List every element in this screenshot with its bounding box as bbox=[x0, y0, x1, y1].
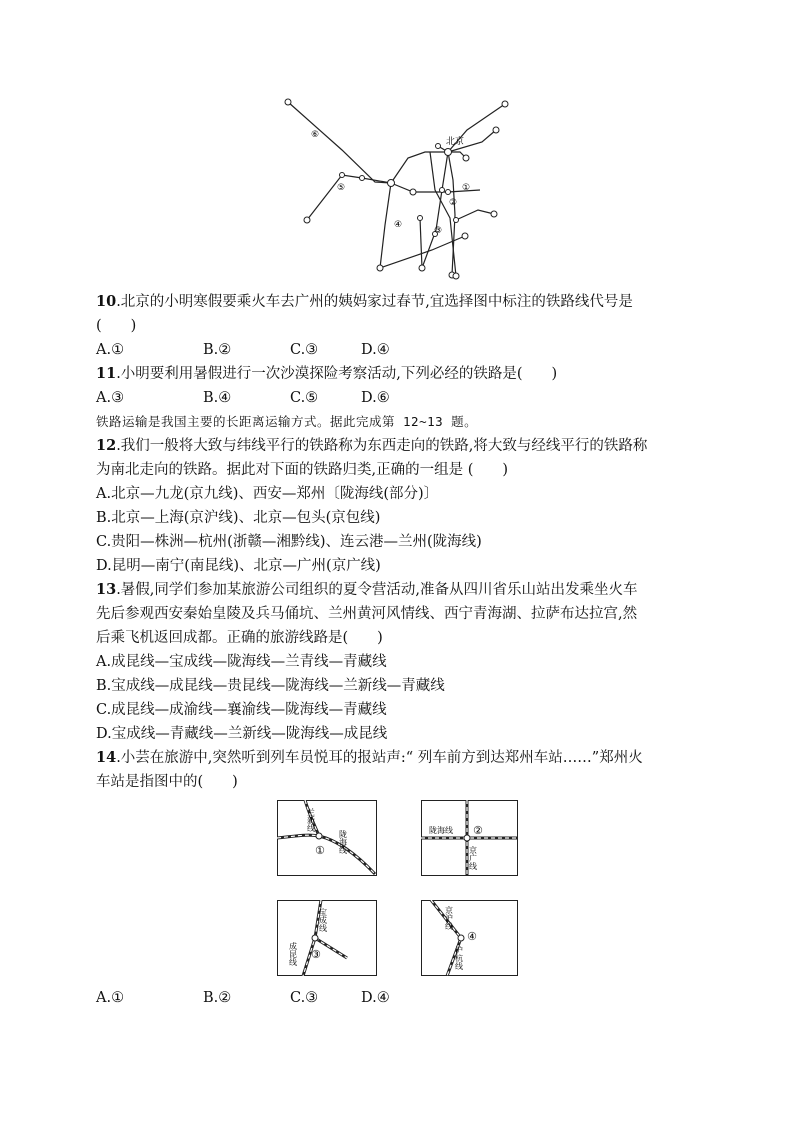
junction-diagram-1 bbox=[277, 800, 377, 876]
junction-number: ③ bbox=[311, 948, 321, 961]
question-text: .暑假,同学们参加某旅游公司组织的夏令营活动,准备从四川省乐山站出发乘坐火车 bbox=[116, 582, 638, 598]
question-text: .我们一般将大致与纬线平行的铁路称为东西走向的铁路,将大致与经线平行的铁路称 bbox=[116, 438, 648, 454]
option-a[interactable]: A.成昆线—宝成线—陇海线—兰青线—青藏线 bbox=[96, 654, 387, 670]
railway-map bbox=[270, 90, 530, 285]
option-c[interactable]: C.③ bbox=[290, 990, 319, 1006]
question-13-cont-2: 后乘飞机返回成都。正确的旅游线路是( ) bbox=[96, 630, 383, 646]
option-d[interactable]: D.昆明—南宁(南昆线)、北京—广州(京广线) bbox=[96, 558, 381, 574]
route-label-6: ⑥ bbox=[311, 130, 320, 140]
beijing-label: 北京 bbox=[446, 137, 465, 147]
option-a[interactable]: A.① bbox=[96, 342, 125, 358]
question-number: 12 bbox=[96, 437, 117, 454]
line-label: 兰新线 bbox=[306, 808, 316, 832]
question-14 bbox=[96, 748, 643, 768]
option-a[interactable]: A.北京—九龙(京九线)、西安—郑州〔陇海线(部分)〕 bbox=[96, 486, 439, 502]
route-label-1: ① bbox=[462, 183, 471, 193]
question-11 bbox=[96, 364, 557, 384]
line-label: 成昆线 bbox=[288, 942, 298, 966]
question-13 bbox=[96, 580, 638, 600]
junction-diagram-2 bbox=[421, 800, 518, 876]
question-text: .小明要利用暑假进行一次沙漠探险考察活动,下列必经的铁路是( ) bbox=[116, 366, 558, 382]
question-10 bbox=[96, 292, 633, 312]
junction-diagram-3 bbox=[277, 900, 377, 976]
junction-number: ② bbox=[473, 824, 483, 837]
option-b[interactable]: B.宝成线—成昆线—贵昆线—陇海线—兰新线—青藏线 bbox=[96, 678, 445, 694]
option-c[interactable]: C.③ bbox=[290, 342, 319, 358]
route-label-2: ② bbox=[449, 198, 458, 208]
option-d[interactable]: D.④ bbox=[361, 342, 390, 358]
question-text: .北京的小明寒假要乘火车去广州的姨妈家过春节,宜选择图中标注的铁路线代号是 bbox=[116, 294, 633, 310]
question-13-cont-1: 先后参观西安秦始皇陵及兵马俑坑、兰州黄河风情线、西宁青海湖、拉萨布达拉宫,然 bbox=[96, 606, 638, 622]
junction-number: ① bbox=[315, 844, 325, 857]
junction-number: ④ bbox=[467, 930, 477, 943]
option-a[interactable]: A.③ bbox=[96, 390, 125, 406]
option-c[interactable]: C.成昆线—成渝线—襄渝线—陇海线—青藏线 bbox=[96, 702, 387, 718]
question-text: .小芸在旅游中,突然听到列车员悦耳的报站声:“ 列车前方到达郑州车站……”郑州火 bbox=[116, 750, 643, 766]
option-b[interactable]: B.北京—上海(京沪线)、北京—包头(京包线) bbox=[96, 510, 381, 526]
option-d[interactable]: D.④ bbox=[361, 990, 390, 1006]
option-b[interactable]: B.② bbox=[203, 990, 232, 1006]
question-number: 10 bbox=[96, 293, 117, 310]
question-12 bbox=[96, 436, 647, 456]
section-intro: 铁路运输是我国主要的长距离运输方式。据此完成第 12~13 题。 bbox=[96, 414, 478, 429]
line-label: 陇海线 bbox=[429, 826, 453, 835]
route-label-5: ⑤ bbox=[337, 183, 346, 193]
line-label: 京广线 bbox=[468, 846, 478, 870]
option-d[interactable]: D.⑥ bbox=[361, 390, 390, 406]
question-number: 14 bbox=[96, 749, 117, 766]
option-c[interactable]: C.贵阳—株洲—杭州(浙赣—湘黔线)、连云港—兰州(陇海线) bbox=[96, 534, 482, 550]
option-b[interactable]: B.④ bbox=[203, 390, 232, 406]
option-a[interactable]: A.① bbox=[96, 990, 125, 1006]
question-number: 11 bbox=[96, 365, 117, 382]
question-12-cont: 为南北走向的铁路。据此对下面的铁路归类,正确的一组是 ( ) bbox=[96, 462, 509, 478]
line-label: 沪杭线 bbox=[454, 946, 464, 970]
option-b[interactable]: B.② bbox=[203, 342, 232, 358]
line-label: 京沪线 bbox=[444, 906, 454, 930]
route-label-3: ③ bbox=[434, 226, 443, 236]
route-label-4: ④ bbox=[394, 220, 403, 230]
question-14-cont: 车站是指图中的( ) bbox=[96, 774, 238, 790]
question-number: 13 bbox=[96, 581, 117, 598]
option-c[interactable]: C.⑤ bbox=[290, 390, 319, 406]
question-10-cont: ( ) bbox=[96, 318, 137, 334]
line-label: 陇海线 bbox=[338, 830, 348, 854]
line-label: 宝成线 bbox=[318, 908, 328, 932]
junction-diagram-4 bbox=[421, 900, 518, 976]
option-d[interactable]: D.宝成线—青藏线—兰新线—陇海线—成昆线 bbox=[96, 726, 388, 742]
